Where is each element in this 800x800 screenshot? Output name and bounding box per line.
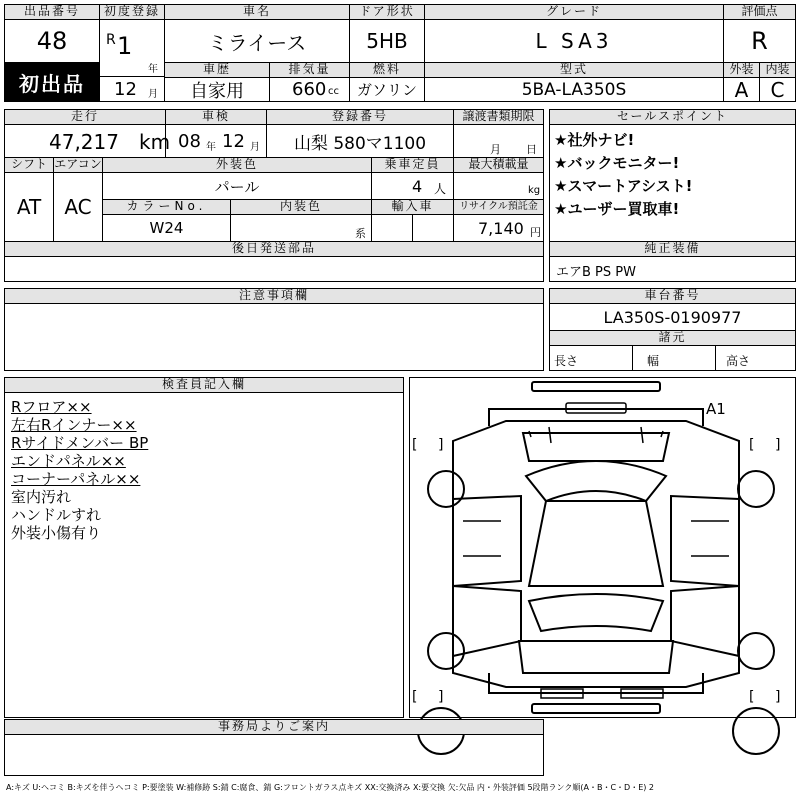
inspector-note: ハンドルすれ <box>11 506 102 524</box>
max-load <box>453 172 544 200</box>
interior-grade-header: 内装 <box>759 62 796 78</box>
color-number-header: カラーNo. <box>102 199 231 215</box>
mileage-unit: km <box>139 130 171 154</box>
svg-text:]: ] <box>775 689 781 705</box>
inspector-note: コーナーパネル×× <box>11 470 141 488</box>
sales-point-item: ★社外ナビ! <box>554 131 635 149</box>
svg-text:[: [ <box>749 437 755 453</box>
equipment <box>549 256 796 282</box>
displacement <box>269 77 350 102</box>
import-car-divider <box>412 214 413 242</box>
inspection-expiry <box>165 124 267 158</box>
first-registration-header: 初度登録 <box>99 4 165 20</box>
color-number: W24 <box>102 214 231 242</box>
displacement-value: 660 <box>292 79 327 100</box>
score-header: 評価点 <box>723 4 796 20</box>
fuel: ガソリン <box>349 77 425 102</box>
svg-text:[: [ <box>749 689 755 705</box>
history: 自家用 <box>164 77 270 102</box>
damage-mark-a1: A1 <box>706 400 726 418</box>
sales-point-item: ★スマートアシスト! <box>554 177 693 195</box>
inspector-notes-header: 検査員記入欄 <box>4 377 404 393</box>
inspection-header: 車検 <box>165 109 267 125</box>
interior-grade: C <box>759 77 796 102</box>
model-code: 5BA-LA350S <box>424 77 724 102</box>
inspector-note: 室内汚れ <box>11 488 72 506</box>
svg-text:[: [ <box>412 689 418 705</box>
svg-text:]: ] <box>438 437 444 453</box>
exterior-grade-header: 外装 <box>723 62 760 78</box>
month-unit: 月 <box>148 89 158 100</box>
first-registration-month <box>99 76 165 102</box>
office-info-header: 事務局よりご案内 <box>4 719 544 735</box>
spec-length-label: 長さ <box>554 354 579 368</box>
recycle-fee-unit: 円 <box>530 226 541 239</box>
interior-color <box>230 214 372 242</box>
spec-width-label: 幅 <box>647 354 660 368</box>
grade: L SA3 <box>424 19 724 63</box>
inspector-note: 左右Rインナー×× <box>11 416 137 434</box>
shift: AT <box>4 172 54 242</box>
later-parts <box>4 256 544 282</box>
specs-header: 諸元 <box>549 330 796 346</box>
mileage-value: 47,217 <box>49 130 119 154</box>
exterior-color-header: 外装色 <box>102 157 372 173</box>
year-unit: 年 <box>148 64 158 75</box>
year-value: 1 <box>117 32 133 60</box>
transfer-month-unit: 月 <box>490 143 501 156</box>
mileage-header: 走行 <box>4 109 166 125</box>
door-type: 5HB <box>349 19 425 63</box>
legend-line: A:キズ U:ヘコミ B:キズを伴うヘコミ P:要塗装 W:補修跡 S:錆 C:腐食、錆 G:フロントガラス点キズ XX:交換済み X:要交換 欠:欠品 内・外装評価 5段階ランク順(A・B・C・D・E) 2 <box>6 783 655 792</box>
inspector-note: Rフロア×× <box>11 398 92 416</box>
transfer-document-header: 譲渡書類期限 <box>453 109 544 125</box>
office-info <box>4 734 544 776</box>
capacity-value: 4 <box>412 177 423 196</box>
max-load-header: 最大積載量 <box>453 157 544 173</box>
capacity-unit: 人 <box>434 182 447 196</box>
spec-length <box>549 345 633 371</box>
transfer-day-unit: 日 <box>526 143 537 156</box>
plate-number-header: 登録番号 <box>266 109 454 125</box>
sales-points <box>549 124 796 242</box>
aircon-header: エアコン <box>54 157 102 171</box>
inspection-year: 08 <box>178 131 201 152</box>
svg-text:]: ] <box>775 437 781 453</box>
recycle-fee-header: リサイクル預託金 <box>453 199 544 215</box>
model-code-header: 型式 <box>424 62 724 78</box>
later-parts-header: 後日発送部品 <box>4 241 544 257</box>
month-value: 12 <box>114 79 137 100</box>
capacity-header: 乗車定員 <box>371 157 454 173</box>
capacity <box>371 172 454 200</box>
shift-header: シフト <box>4 157 54 173</box>
notes-header: 注意事項欄 <box>4 288 544 304</box>
spec-height <box>715 345 796 371</box>
svg-text:[: [ <box>412 437 418 453</box>
inspection-month: 12 <box>222 131 245 152</box>
first-registration-year <box>99 19 165 77</box>
sales-points-header: セールスポイント <box>549 109 796 125</box>
inspector-note: Rサイドメンバー BP <box>11 434 149 452</box>
lot-number-header: 出品番号 <box>4 4 100 20</box>
fuel-header: 燃料 <box>349 62 425 78</box>
car-damage-diagram <box>409 377 796 718</box>
max-load-unit: kg <box>528 185 541 196</box>
svg-text:]: ] <box>438 689 444 705</box>
spec-height-label: 高さ <box>726 354 751 368</box>
car-name-header: 車名 <box>164 4 350 20</box>
inspector-note: エンドパネル×× <box>11 452 126 470</box>
displacement-unit: cc <box>328 86 339 97</box>
exterior-color: パール <box>102 172 372 200</box>
equipment-value: エアB PS PW <box>556 265 636 280</box>
grade-header: グレード <box>424 4 724 20</box>
equipment-header: 純正装備 <box>549 241 796 257</box>
interior-color-unit: 系 <box>355 227 366 240</box>
inspector-notes <box>4 392 404 718</box>
import-car-header: 輸入車 <box>371 199 454 215</box>
aircon: AC <box>53 172 103 242</box>
sales-point-item: ★バックモニター! <box>554 154 680 172</box>
notes <box>4 303 544 371</box>
chassis-number: LA350S-0190977 <box>549 303 796 331</box>
spec-width <box>632 345 716 371</box>
inspection-year-unit: 年 <box>206 142 216 153</box>
car-outline-diagram <box>410 378 795 717</box>
inspection-month-unit: 月 <box>250 142 260 153</box>
interior-color-header: 内装色 <box>230 199 372 215</box>
sales-point-item: ★ユーザー買取車! <box>554 200 680 218</box>
inspector-note: 外装小傷有り <box>11 524 102 542</box>
overall-score: R <box>723 19 796 63</box>
plate-number: 山梨 580マ1100 <box>266 124 454 158</box>
era-letter: R <box>106 32 116 48</box>
history-header: 車歴 <box>164 62 270 78</box>
exterior-grade: A <box>723 77 760 102</box>
first-listing-badge: 初出品 <box>4 62 100 102</box>
mileage <box>4 124 171 158</box>
lot-number: 48 <box>4 19 100 63</box>
recycle-fee-value: 7,140 <box>478 219 524 238</box>
chassis-number-header: 車台番号 <box>549 288 796 304</box>
transfer-document-deadline <box>453 124 544 158</box>
car-name: ミライース <box>164 19 350 63</box>
recycle-fee <box>453 214 544 242</box>
door-type-header: ドア形状 <box>349 4 425 20</box>
displacement-header: 排気量 <box>269 62 350 78</box>
